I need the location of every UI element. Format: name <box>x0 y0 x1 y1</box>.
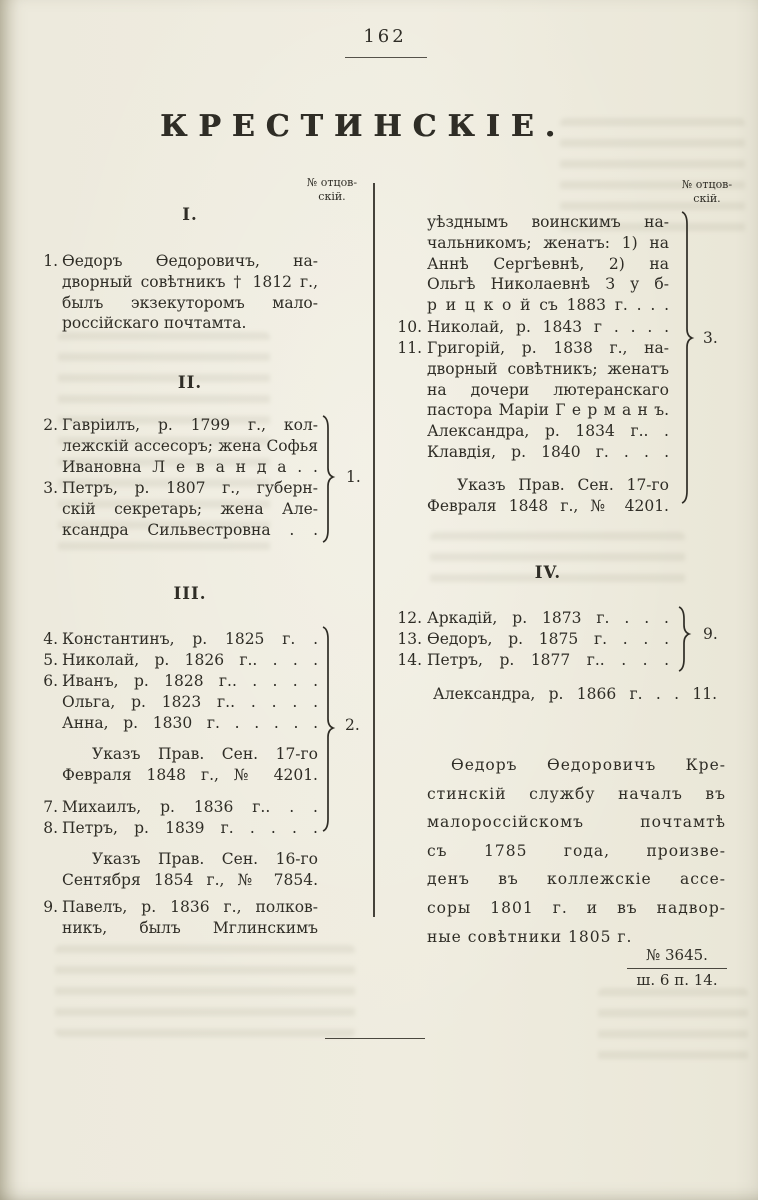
genealogy-entry <box>397 650 669 671</box>
text-line: дворный совѣтникъ; женатъ <box>427 359 669 378</box>
header-line: скій. <box>318 189 346 203</box>
bracket-group-1 <box>322 415 338 543</box>
genealogy-entry <box>43 818 318 839</box>
text-line: Петръ, р. 1877 г.. . . . <box>427 651 669 669</box>
father-number-header-right <box>669 178 745 205</box>
text-line: соры 1801 г. и въ надвор- <box>427 898 726 917</box>
genealogy-entry <box>43 478 318 540</box>
text-line: Ивановна Л е в а н д а . . <box>62 457 318 476</box>
text-line: никъ, былъ Мглинскимъ <box>62 918 318 937</box>
entry-number: 11. <box>397 339 422 357</box>
genealogy-entry <box>43 415 318 477</box>
text-line: Иванъ, р. 1828 г.. . . . . <box>62 672 318 690</box>
genealogy-entry <box>43 650 318 671</box>
genealogy-entry <box>43 251 318 334</box>
entry-number: 14. <box>397 651 422 669</box>
document-number: № 3645. <box>646 946 708 964</box>
text-line: скій секретарь; жена Але- <box>62 499 318 518</box>
column-divider-rule <box>373 183 375 917</box>
text-line: Петръ, р. 1807 г., губерн- <box>62 479 318 497</box>
text-line: Ѳедоръ, р. 1875 г. . . . <box>427 630 669 648</box>
genealogy-entry <box>397 629 669 650</box>
text-line: денъ въ коллежскіе ассе- <box>427 870 726 889</box>
entry-number: 4. <box>43 630 58 648</box>
section-end-rule <box>325 1038 425 1039</box>
text-line: Александра, р. 1866 г. . . 11. <box>433 685 717 703</box>
genealogy-entry <box>43 671 318 733</box>
text-line: Григорій, р. 1838 г., на- <box>427 339 669 357</box>
genealogy-entry <box>397 338 669 463</box>
text-line: былъ экзекуторомъ мало- <box>62 293 318 312</box>
text-line: Анна, р. 1830 г. . . . . . <box>62 713 318 732</box>
text-line: Николай, р. 1843 г . . . . <box>427 318 669 336</box>
text-line: Указъ Прав. Сен. 17-го <box>92 745 318 763</box>
genealogy-entry <box>43 797 318 818</box>
text-line: Гавріилъ, р. 1799 г., кол- <box>62 416 318 434</box>
text-line: Февраля 1848 г., № 4201. <box>427 496 669 515</box>
bracket-group-9 <box>678 606 694 672</box>
father-number-reference: 2. <box>345 716 360 734</box>
section-heading: III. <box>173 584 207 603</box>
text-line: Аркадій, р. 1873 г. . . . <box>427 609 669 627</box>
genealogy-entry <box>427 212 669 316</box>
text-line: на дочери лютеранскаго <box>427 380 669 399</box>
bracket-group-2 <box>322 626 338 832</box>
entry-number: 5. <box>43 651 58 669</box>
text-line: Павелъ, р. 1836 г., полков- <box>62 898 318 916</box>
bracket-group-3 <box>681 211 697 504</box>
text-line: уѣзднымъ воинскимъ на- <box>427 213 669 231</box>
entry-number: 8. <box>43 819 58 837</box>
text-line: Ольгѣ Николаевнѣ З у б- <box>427 275 669 294</box>
ukase-note <box>62 849 318 891</box>
text-line: Ѳедоръ Ѳедоровичъ, на- <box>62 252 318 270</box>
text-line: Ѳедоръ Ѳедоровичъ Кре- <box>451 756 726 774</box>
text-line: Александра, р. 1834 г.. . <box>427 422 669 441</box>
ukase-note <box>62 744 318 786</box>
section-heading: II. <box>177 373 203 392</box>
text-line: Константинъ, р. 1825 г. . <box>62 630 318 648</box>
text-line: Михаилъ, р. 1836 г.. . . <box>62 798 318 816</box>
text-line: Указъ Прав. Сен. 16-го <box>92 850 318 868</box>
entry-number: 7. <box>43 798 58 816</box>
father-number-reference: 1. <box>346 468 361 486</box>
text-line: Клавдія, р. 1840 г. . . . <box>427 442 669 461</box>
text-line: Февраля 1848 г., № 4201. <box>62 765 318 784</box>
entry-number: 2. <box>43 416 58 434</box>
text-line: Аннѣ Сергѣевнѣ, 2) на <box>427 254 669 273</box>
section-heading: I. <box>182 205 198 224</box>
section-heading: IV. <box>534 563 562 582</box>
header-line: № отцов- <box>681 178 733 191</box>
text-line: ные совѣтники 1805 г. <box>427 927 633 946</box>
left-column <box>43 0 318 1200</box>
text-line: Ольга, р. 1823 г.. . . . . <box>62 692 318 711</box>
text-line: р и ц к о й съ 1883 г. . . . <box>427 296 669 315</box>
entry-number: 3. <box>43 479 58 497</box>
record-footer <box>627 946 727 990</box>
page-number: 162 <box>363 26 407 47</box>
text-line: ксандра Сильвестровна . . <box>62 520 318 539</box>
genealogy-entry <box>43 897 318 939</box>
entry-number: 13. <box>397 630 422 648</box>
entry-number: 1. <box>43 252 58 270</box>
text-line: Указъ Прав. Сен. 17-го <box>457 476 669 494</box>
entry-number: 6. <box>43 672 58 690</box>
entry-number: 12. <box>397 609 422 627</box>
entry-number: 10. <box>397 318 422 336</box>
ukase-note <box>427 475 669 517</box>
father-number-reference: 3. <box>703 329 718 347</box>
genealogy-entry <box>397 608 669 629</box>
shelf-code: ш. 6 п. 14. <box>636 971 718 989</box>
text-line: съ 1785 года, произве- <box>427 841 726 860</box>
text-line: чальникомъ; женатъ: 1) на <box>427 233 669 252</box>
text-line: россійскаго почтамта. <box>62 314 247 333</box>
text-line: Николай, р. 1826 г.. . . . <box>62 651 318 669</box>
header-line: скій. <box>693 191 721 205</box>
service-record-paragraph <box>427 751 726 951</box>
text-line: Петръ, р. 1839 г. . . . . <box>62 819 318 837</box>
text-line: Сентября 1854 г., № 7854. <box>62 870 318 889</box>
entry-number: 9. <box>43 898 58 916</box>
page-title: КРЕСТИНСКІЕ. <box>159 109 567 144</box>
genealogy-entry <box>43 629 318 650</box>
page-number-underline <box>345 57 427 58</box>
genealogy-entry <box>427 684 717 705</box>
text-line: пастора Маріи Г е р м а н ъ. <box>427 401 669 420</box>
text-line: малороссійскомъ почтамтѣ <box>427 813 726 832</box>
text-line: стинскій службу началъ въ <box>427 784 726 803</box>
father-number-reference: 9. <box>703 625 718 643</box>
header-line: № отцов- <box>306 176 358 189</box>
footer-rule <box>627 968 727 969</box>
genealogy-entry <box>397 317 669 338</box>
text-line: лежскій ассесоръ; жена Софья <box>62 436 318 455</box>
text-line: дворный совѣтникъ † 1812 г., <box>62 272 318 291</box>
